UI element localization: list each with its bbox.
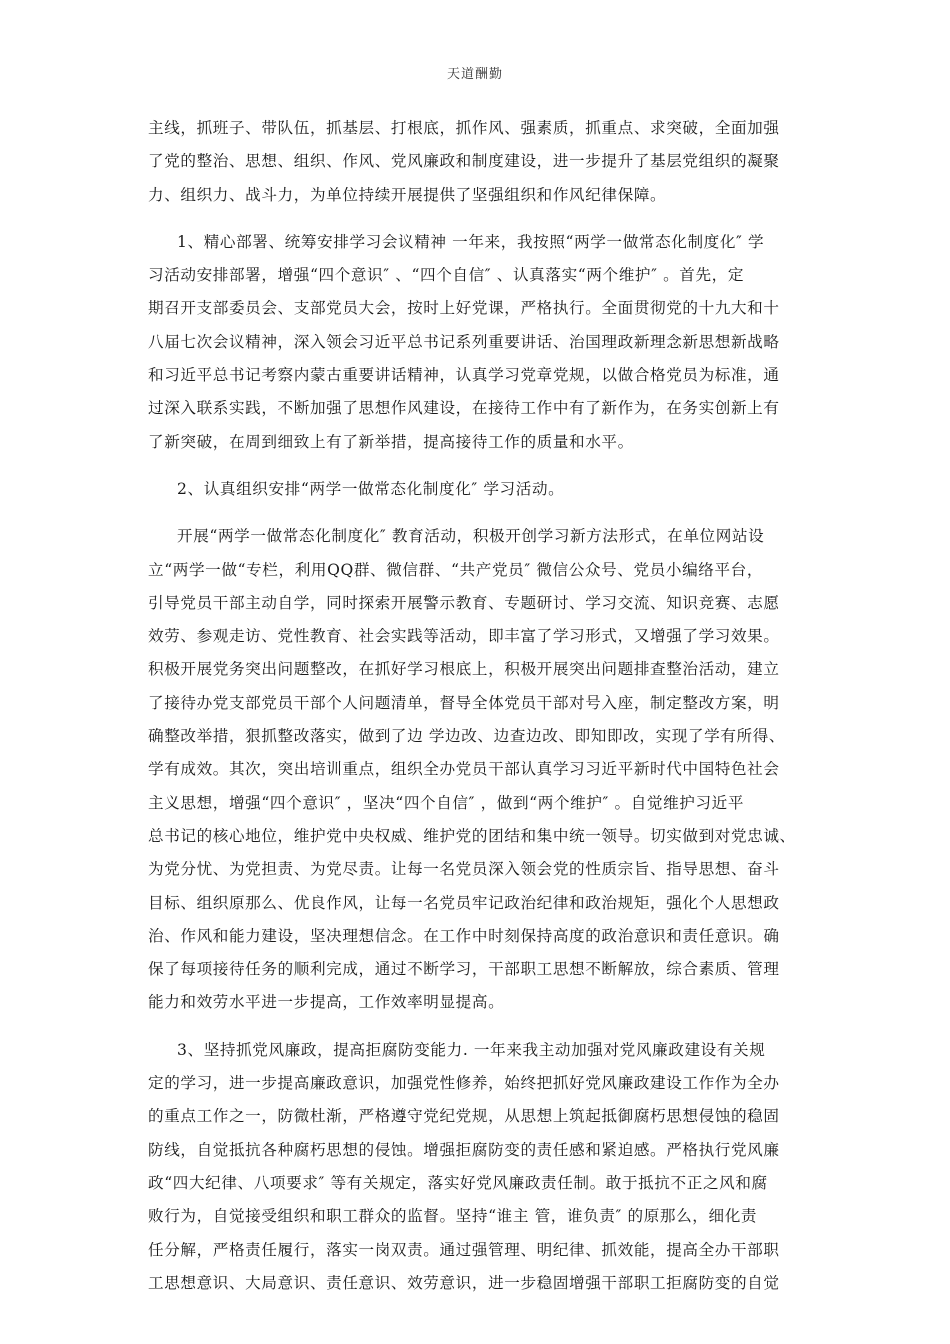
text-line: 开展“两学一做常态化制度化″ 教育活动，积极开创学习新方法形式，在单位网站设: [177, 527, 765, 546]
text-line: 八届七次会议精神，深入领会习近平总书记系列重要讲话、治国理政新理念新思想新战略: [148, 332, 780, 351]
text-line: 2、认真组织安排“两学一做常态化制度化″ 学习活动。: [177, 479, 565, 498]
text-line: 引导党员干部主动自学，同时探索开展警示教育、专题研讨、学习交流、知识竞赛、志愿: [148, 593, 780, 612]
text-line: 败行为，自觉接受组织和职工群众的监督。坚持“谁主 管，谁负责″ 的原那么，细化责: [148, 1207, 758, 1226]
paragraph: [148, 112, 800, 212]
text-line: 立“两学一做“专栏，利用QQ群、微信群、“共产党员″ 微信公众号、党员小编络平台，: [148, 560, 764, 579]
text-line: 期召开支部委员会、支部党员大会，按时上好党课，严格执行。全面贯彻党的十九大和十: [148, 299, 780, 318]
page-header: 天道酬勤: [446, 67, 503, 82]
paragraph-spacer: [148, 1020, 800, 1034]
text-line: 了党的整治、思想、组织、作风、党风廉政和制度建设，进一步提升了基层党组织的凝聚: [148, 152, 780, 171]
text-line: 为党分忧、为党担责、为党尽责。让每一名党员深入领会党的性质宗旨、指导思想、奋斗: [148, 860, 780, 879]
text-line: 总书记的核心地位，维护党中央权威、维护党的团结和集中统一领导。切实做到对党忠诚、: [148, 826, 796, 845]
paragraph: [148, 1034, 800, 1300]
text-line: 治、作风和能力建设，坚决理想信念。在工作中时刻保持高度的政治意识和责任意识。确: [148, 926, 780, 945]
text-line: 3、坚持抓党风廉政，提高拒腐防变能力. 一年来我主动加强对党风廉政建设有关规: [177, 1040, 766, 1059]
text-line: 了新突破，在周到细致上有了新举措，提高接待工作的质量和水平。: [148, 432, 634, 451]
paragraph-spacer: [148, 506, 800, 520]
text-line: 的重点工作之一，防微杜渐，严格遵守党纪党规，从思想上筑起抵御腐朽思想侵蚀的稳固: [148, 1107, 780, 1126]
paragraph: [148, 473, 800, 506]
text-line: 效劳、参观走访、党性教育、社会实践等活动，即丰富了学习形式，又增强了学习效果。: [148, 627, 780, 646]
text-line: 防线，自觉抵抗各种腐朽思想的侵蚀。增强拒腐防变的责任感和紧迫感。严格执行党风廉: [148, 1140, 780, 1159]
text-line: 任分解，严格责任履行，落实一岗双责。通过强管理、明纪律、抓效能，提高全办干部职: [148, 1240, 780, 1259]
paragraph: [148, 520, 800, 1019]
text-line: 能力和效劳水平进一步提高，工作效率明显提高。: [148, 993, 505, 1012]
paragraph-spacer: [148, 459, 800, 473]
text-line: 定的学习，进一步提高廉政意识，加强党性修养，始终把抓好党风廉政建设工作作为全办: [148, 1074, 780, 1093]
text-line: 目标、组织原那么、优良作风，让每一名党员牢记政治纪律和政治规矩，强化个人思想政: [148, 893, 780, 912]
text-line: 保了每项接待任务的顺利完成，通过不断学习，干部职工思想不断解放，综合素质、管理: [148, 960, 780, 979]
text-line: 过深入联系实践，不断加强了思想作风建设，在接待工作中有了新作为，在务实创新上有: [148, 399, 780, 418]
paragraph-spacer: [148, 212, 800, 226]
text-line: 积极开展党务突出问题整改，在抓好学习根底上，积极开展突出问题排查整治活动，建立: [148, 660, 780, 679]
text-line: 确整改举措，狠抓整改落实，做到了边 学边改、边查边改、即知即改，实现了学有所得、: [148, 727, 786, 746]
paragraph: [148, 226, 800, 459]
text-line: 和习近平总书记考察内蒙古重要讲话精神，认真学习党章党规，以做合格党员为标准，通: [148, 366, 780, 385]
text-line: 主义思想，增强“四个意识″ ，坚决“四个自信″ ，做到“两个维护″ 。自觉维护习近平: [148, 793, 745, 812]
text-line: 学有成效。其次，突出培训重点，组织全办党员干部认真学习习近平新时代中国特色社会: [148, 760, 780, 779]
text-line: 主线，抓班子、带队伍，抓基层、打根底，抓作风、强素质，抓重点、求突破，全面加强: [148, 119, 780, 137]
text-line: 习活动安排部署，增强“四个意识″ 、“四个自信″ 、认真落实“两个维护″ 。首先，定: [148, 266, 745, 285]
text-line: 力、组织力、战斗力，为单位持续开展提供了坚强组织和作风纪律保障。: [148, 185, 667, 204]
text-line: 1、精心部署、统筹安排学习会议精神 一年来，我按照“两学一做常态化制度化″ 学: [177, 232, 765, 251]
text-line: 政“四大纪律、八项要求″ 等有关规定，落实好党风廉政责任制。敢于抵抗不正之风和腐: [148, 1173, 768, 1192]
text-line: 了接待办党支部党员干部个人问题清单，督导全体党员干部对号入座，制定整改方案，明: [148, 693, 780, 712]
text-line: 工思想意识、大局意识、责任意识、效劳意识，进一步稳固增强干部职工拒腐防变的自觉: [148, 1273, 780, 1292]
document-body: [148, 112, 800, 1300]
